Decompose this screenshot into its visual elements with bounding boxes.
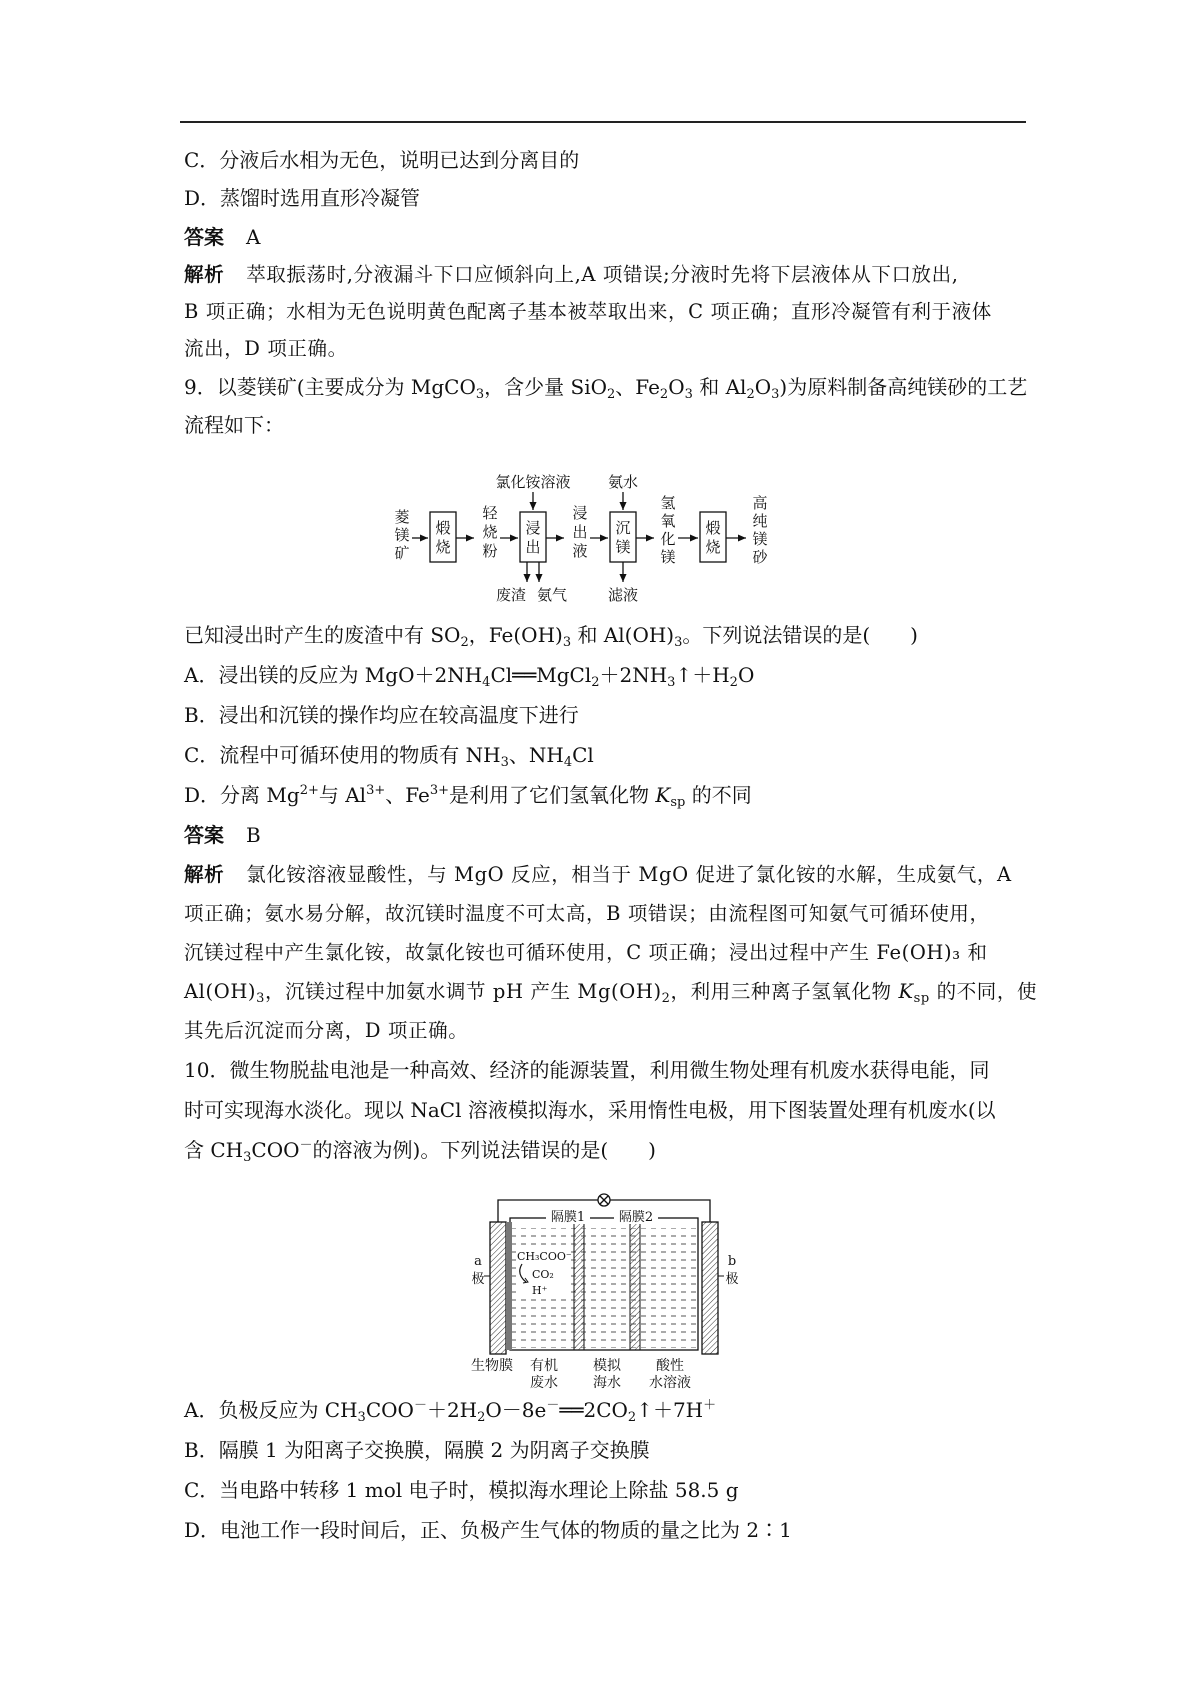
svg-text:烧: 烧 <box>435 538 451 556</box>
q10-option-d: D．电池工作一段时间后，正、负极产生气体的物质的量之比为 2∶1 <box>184 1518 792 1542</box>
q9-answer: 答案 B <box>184 823 261 847</box>
svg-text:模拟: 模拟 <box>593 1358 621 1374</box>
membrane-1 <box>574 1222 584 1350</box>
q9-analysis-2: 项正确；氨水易分解，故沉镁时温度不可太高，B 项错误；由流程图可知氨气可循环使用， <box>184 902 990 925</box>
svg-text:煅: 煅 <box>705 519 721 537</box>
svg-text:浸: 浸 <box>572 504 588 522</box>
svg-text:镁: 镁 <box>394 526 410 544</box>
svg-text:高: 高 <box>752 494 768 512</box>
svg-text:化: 化 <box>660 530 676 548</box>
svg-text:粉: 粉 <box>482 542 498 560</box>
biofilm-layer <box>506 1222 512 1350</box>
q8-option-d: D．蒸馏时选用直形冷凝管 <box>184 186 421 210</box>
svg-text:矿: 矿 <box>394 544 410 562</box>
q9-known: 已知浸出时产生的废渣中有 $SO_2$，$Fe(OH)_3$ 和 $Al(OH)_3$。下列说法错误的是( ) <box>184 623 918 650</box>
species-proton: H⁺ <box>532 1284 548 1297</box>
species-co2: CO₂ <box>532 1268 554 1281</box>
q10-stem-1: 10．微生物脱盐电池是一种高效、经济的能源装置，利用微生物处理有机废水获得电能，同 <box>184 1058 990 1082</box>
svg-text:有机: 有机 <box>530 1358 558 1374</box>
q9-option-b: B．浸出和沉镁的操作均应在较高温度下进行 <box>184 703 579 727</box>
electrode-b <box>702 1222 718 1354</box>
svg-text:出: 出 <box>572 523 588 541</box>
svg-text:液: 液 <box>572 542 588 560</box>
reagent-ammonia-water: 氨水 <box>607 473 639 491</box>
svg-text:镁: 镁 <box>615 538 631 556</box>
process-flow-diagram <box>380 470 830 620</box>
svg-text:a: a <box>474 1254 482 1269</box>
species-acetate: CH₃COO⁻ <box>517 1250 572 1263</box>
svg-text:烧: 烧 <box>482 523 498 541</box>
svg-text:烧: 烧 <box>705 538 721 556</box>
q9-stem-1: 9．以菱镁矿(主要成分为 MgCO$_3$，含少量 SiO$_2$、$Fe_2O_3$ 和 $Al_2O_3$)为原料制备高纯镁砂的工艺 <box>184 375 1028 402</box>
membrane-1-label: 隔膜1 <box>550 1210 586 1225</box>
svg-text:砂: 砂 <box>752 548 768 566</box>
q8-analysis-3: 流出，D 项正确。 <box>184 337 348 360</box>
svg-text:海水: 海水 <box>593 1375 621 1390</box>
q9-stem-2: 流程如下： <box>184 413 284 437</box>
svg-text:极: 极 <box>725 1272 739 1287</box>
q10-option-a: A．负极反应为 $CH_3COO^-+2H_2O-8e^-══2CO_2↑+7H^+$ <box>184 1398 717 1425</box>
q9-analysis-5: 其先后沉淀而分离，D 项正确。 <box>184 1019 469 1042</box>
output-filtrate: 滤液 <box>607 586 639 604</box>
q9-analysis-1: 解析 氯化铵溶液显酸性，与 MgO 反应，相当于 MgO 促进了氯化铵的水解，生成氨气，A <box>184 863 1012 886</box>
q8-analysis-1 <box>184 260 959 290</box>
answer-value: A <box>246 225 261 249</box>
output-ammonia: 氨气 <box>536 586 568 604</box>
svg-text:浸: 浸 <box>525 519 541 537</box>
electrode-a <box>490 1222 506 1354</box>
svg-text:沉: 沉 <box>615 519 631 537</box>
svg-text:纯: 纯 <box>752 512 768 530</box>
svg-text:酸性: 酸性 <box>656 1358 684 1374</box>
q10-option-c: C．当电路中转移 1 mol 电子时，模拟海水理论上除盐 58.5 g <box>184 1478 739 1502</box>
svg-text:轻: 轻 <box>482 504 498 522</box>
svg-text:出: 出 <box>525 538 541 556</box>
answer-label: 答案 <box>184 225 224 249</box>
svg-text:b: b <box>727 1254 737 1269</box>
q8-analysis-2: B 项正确；水相为无色说明黄色配离子基本被萃取出来，C 项正确；直形冷凝管有利于液体 <box>184 300 992 323</box>
analysis-text: 萃取振荡时,分液漏斗下口应倾斜向上,A 项错误;分液时先将下层液体从下口放出, <box>246 263 959 286</box>
q10-stem-3: 含 $CH_3COO^-$的溶液为例)。下列说法错误的是( ) <box>184 1138 656 1165</box>
svg-text:废水: 废水 <box>530 1375 558 1390</box>
label-biofilm: 生物膜 <box>471 1358 513 1374</box>
svg-text:镁: 镁 <box>660 548 676 566</box>
svg-text:氧: 氧 <box>660 512 676 530</box>
q8-option-c: C．分液后水相为无色，说明已达到分离目的 <box>184 148 580 172</box>
q8-answer <box>184 222 260 252</box>
output-residue: 废渣 <box>495 586 527 604</box>
membrane-2 <box>630 1222 640 1350</box>
svg-text:煅: 煅 <box>435 519 451 537</box>
svg-text:极: 极 <box>471 1272 485 1287</box>
q9-analysis-3: 沉镁过程中产生氯化铵，故氯化铵也可循环使用，C 项正确；浸出过程中产生 Fe(OH)₃ 和 <box>184 941 988 964</box>
microbial-cell-diagram <box>470 1192 750 1390</box>
flow-input-char: 菱 <box>394 508 410 526</box>
q9-option-d: D．分离 $Mg^{2+}$与 $Al^{3+}$、$Fe^{3+}$是利用了它们氢氧化物 $K_{sp}$ 的不同 <box>184 783 752 810</box>
header-rule <box>180 121 1026 123</box>
q10-option-b: B．隔膜 1 为阳离子交换膜，隔膜 2 为阴离子交换膜 <box>184 1438 650 1462</box>
q9-option-c: C．流程中可循环使用的物质有 $NH_3$、$NH_4Cl$ <box>184 743 594 770</box>
reagent-nh4cl: 氯化铵溶液 <box>495 473 571 491</box>
svg-text:氢: 氢 <box>660 494 676 512</box>
q9-analysis-4: $Al(OH)_3$，沉镁过程中加氨水调节 pH 产生 $Mg(OH)_2$，利用三种离子氢氧化物 $K_{sp}$ 的不同，使 <box>184 980 1038 1006</box>
analysis-label: 解析 <box>184 263 225 286</box>
svg-text:水溶液: 水溶液 <box>649 1375 691 1390</box>
svg-text:镁: 镁 <box>752 530 768 548</box>
membrane-2-label: 隔膜2 <box>618 1210 654 1225</box>
q10-stem-2: 时可实现海水淡化。现以 NaCl 溶液模拟海水，采用惰性电极，用下图装置处理有机废水(以 <box>184 1098 996 1122</box>
q9-option-a: A．浸出镁的反应为 $MgO+2NH_4Cl══MgCl_2+2NH_3↑+H_2O$ <box>184 663 755 690</box>
